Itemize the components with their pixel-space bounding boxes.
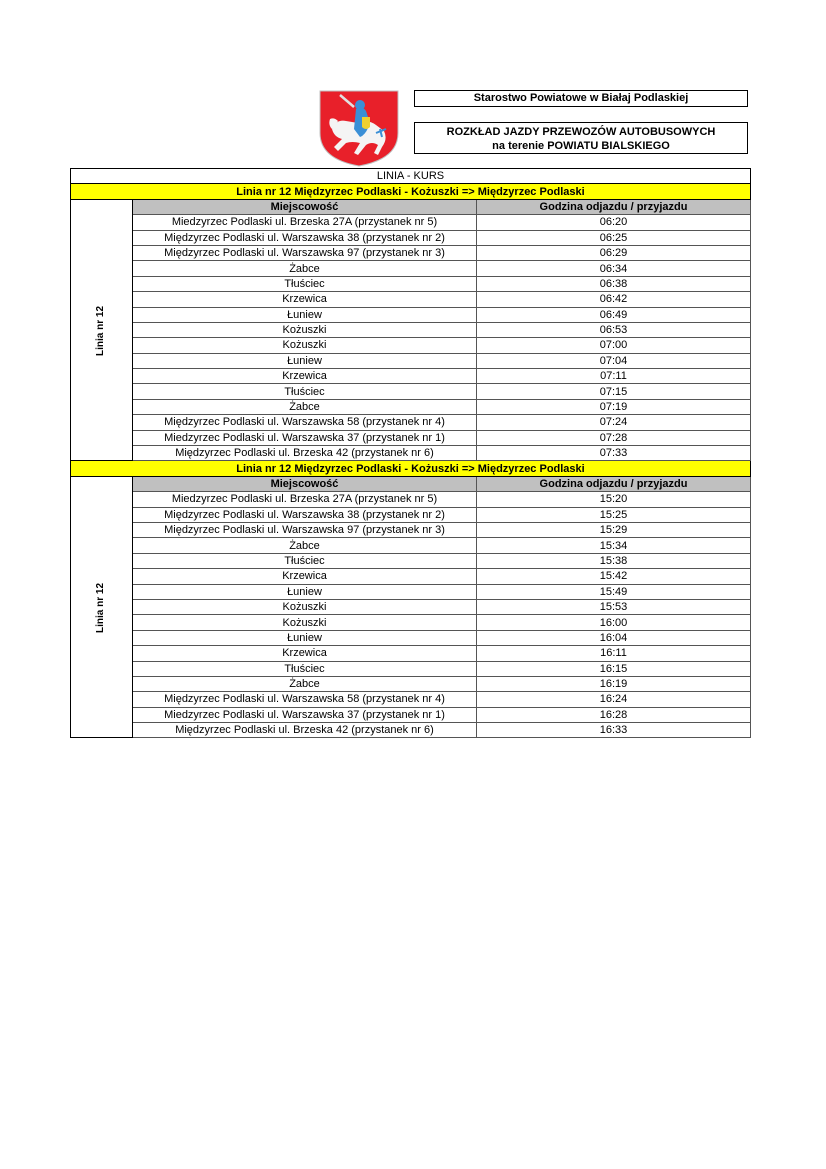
- stop-name: Żabce: [133, 676, 477, 691]
- stop-name: Żabce: [133, 538, 477, 553]
- line-side-text: Linia nr 12: [95, 582, 107, 633]
- stop-name: Krzewica: [133, 646, 477, 661]
- route-title: Linia nr 12 Międzyrzec Podlaski - Kożuszki => Międzyrzec Podlaski: [71, 184, 751, 199]
- stop-name: Międzyrzec Podlaski ul. Warszawska 97 (przystanek nr 3): [133, 245, 477, 260]
- stop-time: 16:11: [477, 646, 751, 661]
- stop-name: Łuniew: [133, 307, 477, 322]
- stop-name: Łuniew: [133, 630, 477, 645]
- stop-name: Krzewica: [133, 569, 477, 584]
- table-row: [71, 553, 751, 568]
- table-row: [71, 707, 751, 722]
- column-header-time: Godzina odjazdu / przyjazdu: [477, 199, 751, 214]
- stop-time: 06:20: [477, 215, 751, 230]
- stop-name: Międzyrzec Podlaski ul. Warszawska 38 (przystanek nr 2): [133, 507, 477, 522]
- stop-name: Krzewica: [133, 369, 477, 384]
- stop-time: 07:28: [477, 430, 751, 445]
- column-header-time: Godzina odjazdu / przyjazdu: [477, 476, 751, 491]
- stop-time: 07:24: [477, 415, 751, 430]
- column-header-stop: Miejscowość: [133, 476, 477, 491]
- stop-time: 15:53: [477, 599, 751, 614]
- table-row: [71, 446, 751, 461]
- table-row: [71, 492, 751, 507]
- column-header-row: [71, 199, 751, 214]
- stop-name: Tłuściec: [133, 384, 477, 399]
- column-header-row: [71, 476, 751, 491]
- stop-name: Miedzyrzec Podlaski ul. Brzeska 27A (przystanek nr 5): [133, 215, 477, 230]
- timetable: [70, 168, 751, 738]
- line-side-label: [71, 476, 133, 738]
- stop-name: Miedzyrzec Podlaski ul. Brzeska 27A (przystanek nr 5): [133, 492, 477, 507]
- table-row: [71, 322, 751, 337]
- stop-time: 06:49: [477, 307, 751, 322]
- stop-time: 07:00: [477, 338, 751, 353]
- stop-time: 16:15: [477, 661, 751, 676]
- table-row: [71, 676, 751, 691]
- stop-time: 07:15: [477, 384, 751, 399]
- table-row: [71, 661, 751, 676]
- stop-time: 06:42: [477, 292, 751, 307]
- table-row: [71, 384, 751, 399]
- stop-time: 16:19: [477, 676, 751, 691]
- stop-time: 06:38: [477, 276, 751, 291]
- column-header-stop: Miejscowość: [133, 199, 477, 214]
- stop-time: 15:29: [477, 522, 751, 537]
- coat-of-arms-logo: [318, 89, 400, 167]
- table-row: [71, 692, 751, 707]
- line-side-text: Linia nr 12: [95, 305, 107, 356]
- table-row: [71, 430, 751, 445]
- stop-name: Międzyrzec Podlaski ul. Brzeska 42 (przystanek nr 6): [133, 446, 477, 461]
- table-row: [71, 522, 751, 537]
- table-row: [71, 338, 751, 353]
- table-row: [71, 353, 751, 368]
- table-row: [71, 292, 751, 307]
- stop-time: 16:04: [477, 630, 751, 645]
- title-line-1: ROZKŁAD JAZDY PRZEWOZÓW AUTOBUSOWYCH: [446, 126, 716, 138]
- stop-time: 16:24: [477, 692, 751, 707]
- stop-time: 15:38: [477, 553, 751, 568]
- stop-time: 07:04: [477, 353, 751, 368]
- stop-time: 16:28: [477, 707, 751, 722]
- table-row: [71, 245, 751, 260]
- table-row: [71, 646, 751, 661]
- stop-name: Międzyrzec Podlaski ul. Warszawska 58 (przystanek nr 4): [133, 415, 477, 430]
- stop-name: Międzyrzec Podlaski ul. Warszawska 58 (przystanek nr 4): [133, 692, 477, 707]
- stop-time: 06:29: [477, 245, 751, 260]
- stop-name: Łuniew: [133, 353, 477, 368]
- stop-time: 15:34: [477, 538, 751, 553]
- table-row: [71, 399, 751, 414]
- stop-name: Tłuściec: [133, 661, 477, 676]
- table-row: [71, 630, 751, 645]
- table-row: [71, 538, 751, 553]
- stop-name: Międzyrzec Podlaski ul. Warszawska 38 (przystanek nr 2): [133, 230, 477, 245]
- linia-kurs-label: LINIA - KURS: [71, 169, 751, 184]
- stop-time: 16:33: [477, 723, 751, 738]
- table-row: [71, 615, 751, 630]
- stop-name: Kożuszki: [133, 599, 477, 614]
- table-row: [71, 415, 751, 430]
- table-row: [71, 307, 751, 322]
- stop-name: Żabce: [133, 261, 477, 276]
- table-row: [71, 584, 751, 599]
- stop-name: Międzyrzec Podlaski ul. Brzeska 42 (przystanek nr 6): [133, 723, 477, 738]
- stop-name: Międzyrzec Podlaski ul. Warszawska 97 (przystanek nr 3): [133, 522, 477, 537]
- stop-name: Kożuszki: [133, 338, 477, 353]
- stop-name: Miedzyrzec Podlaski ul. Warszawska 37 (przystanek nr 1): [133, 430, 477, 445]
- stop-name: Żabce: [133, 399, 477, 414]
- table-row: [71, 599, 751, 614]
- stop-time: 15:49: [477, 584, 751, 599]
- stop-time: 06:53: [477, 322, 751, 337]
- table-row: [71, 369, 751, 384]
- stop-time: 15:25: [477, 507, 751, 522]
- route-header-row: [71, 461, 751, 476]
- stop-time: 07:11: [477, 369, 751, 384]
- table-row: [71, 215, 751, 230]
- route-title: Linia nr 12 Międzyrzec Podlaski - Kożuszki => Międzyrzec Podlaski: [71, 461, 751, 476]
- stop-time: 07:19: [477, 399, 751, 414]
- table-row: [71, 507, 751, 522]
- table-row: [71, 569, 751, 584]
- stop-name: Łuniew: [133, 584, 477, 599]
- stop-time: 16:00: [477, 615, 751, 630]
- stop-time: 06:25: [477, 230, 751, 245]
- stop-time: 15:20: [477, 492, 751, 507]
- table-row: [71, 230, 751, 245]
- office-title: Starostwo Powiatowe w Białaj Podlaskiej: [414, 90, 748, 107]
- title-line-2: na terenie POWIATU BIALSKIEGO: [492, 140, 670, 152]
- stop-time: 07:33: [477, 446, 751, 461]
- stop-name: Kożuszki: [133, 322, 477, 337]
- stop-time: 15:42: [477, 569, 751, 584]
- document-title: [414, 122, 748, 154]
- line-side-label: [71, 199, 133, 461]
- stop-name: Tłuściec: [133, 276, 477, 291]
- stop-name: Krzewica: [133, 292, 477, 307]
- stop-name: Tłuściec: [133, 553, 477, 568]
- table-row: [71, 261, 751, 276]
- table-row: [71, 723, 751, 738]
- table-row: [71, 276, 751, 291]
- route-header-row: [71, 184, 751, 199]
- stop-name: Miedzyrzec Podlaski ul. Warszawska 37 (przystanek nr 1): [133, 707, 477, 722]
- stop-time: 06:34: [477, 261, 751, 276]
- stop-name: Kożuszki: [133, 615, 477, 630]
